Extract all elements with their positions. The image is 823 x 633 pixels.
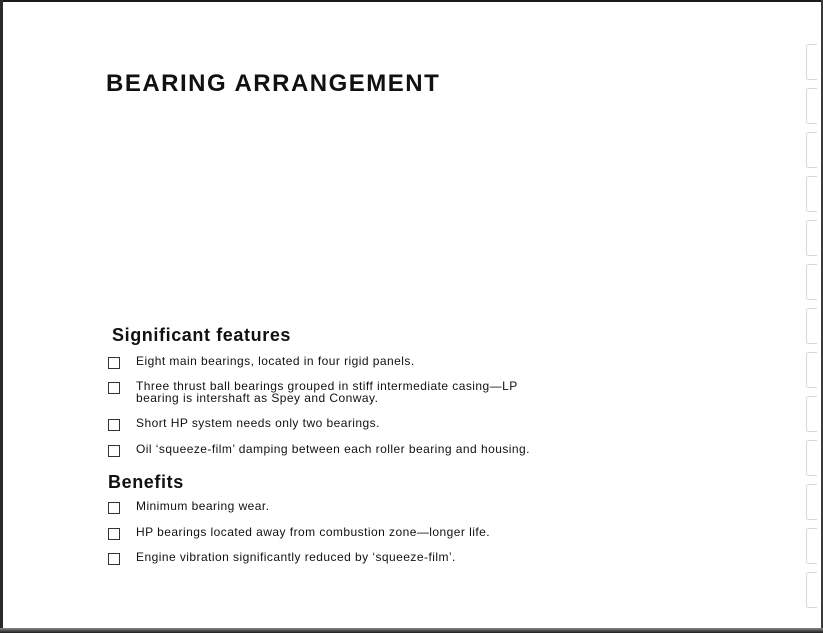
feature-item-line: bearing is intershaft as Spey and Conway. xyxy=(136,391,379,405)
margin-tab-marks xyxy=(803,0,817,633)
checkbox-square-icon xyxy=(108,445,120,457)
checkbox-square-icon xyxy=(108,553,120,565)
feature-item-text: Eight main bearings, located in four rigid panels. xyxy=(136,354,415,368)
benefit-item xyxy=(108,551,456,565)
page-title: BEARING ARRANGEMENT xyxy=(106,70,441,97)
benefit-item xyxy=(108,526,490,540)
margin-tab-mark xyxy=(806,132,817,168)
feature-item-text: Short HP system needs only two bearings. xyxy=(136,416,380,430)
benefit-item-text: Engine vibration significantly reduced by ‘squeeze-film’. xyxy=(136,550,456,564)
page-edge-bottom xyxy=(0,628,823,633)
feature-item xyxy=(108,380,518,404)
feature-item xyxy=(108,443,530,457)
margin-tab-mark xyxy=(806,396,817,432)
margin-tab-mark xyxy=(806,220,817,256)
feature-item-text xyxy=(136,380,518,404)
feature-item-text: Oil ‘squeeze-film’ damping between each roller bearing and housing. xyxy=(136,442,530,456)
benefit-item-text: HP bearings located away from combustion zone—longer life. xyxy=(136,525,491,539)
margin-tab-mark xyxy=(806,176,817,212)
checkbox-square-icon xyxy=(108,382,120,394)
margin-tab-mark xyxy=(806,44,817,80)
page-edge-top xyxy=(0,0,823,2)
significant-features-heading: Significant features xyxy=(112,325,292,345)
margin-tab-mark xyxy=(806,308,817,344)
benefits-heading: Benefits xyxy=(108,472,184,492)
checkbox-square-icon xyxy=(108,528,120,540)
checkbox-square-icon xyxy=(108,502,120,514)
benefit-item-text: Minimum bearing wear. xyxy=(136,499,270,513)
feature-item-line: Three thrust ball bearings grouped in stiff intermediate casing—LP xyxy=(136,379,518,393)
margin-tab-mark xyxy=(806,264,817,300)
feature-item xyxy=(108,417,380,431)
feature-item xyxy=(108,355,415,369)
margin-tab-mark xyxy=(806,528,817,564)
margin-tab-mark xyxy=(806,572,817,608)
margin-tab-mark xyxy=(806,352,817,388)
checkbox-square-icon xyxy=(108,419,120,431)
page-edge-left xyxy=(0,0,3,633)
margin-tab-mark xyxy=(806,484,817,520)
margin-tab-mark xyxy=(806,88,817,124)
margin-tab-mark xyxy=(806,440,817,476)
checkbox-square-icon xyxy=(108,357,120,369)
benefit-item xyxy=(108,500,270,514)
